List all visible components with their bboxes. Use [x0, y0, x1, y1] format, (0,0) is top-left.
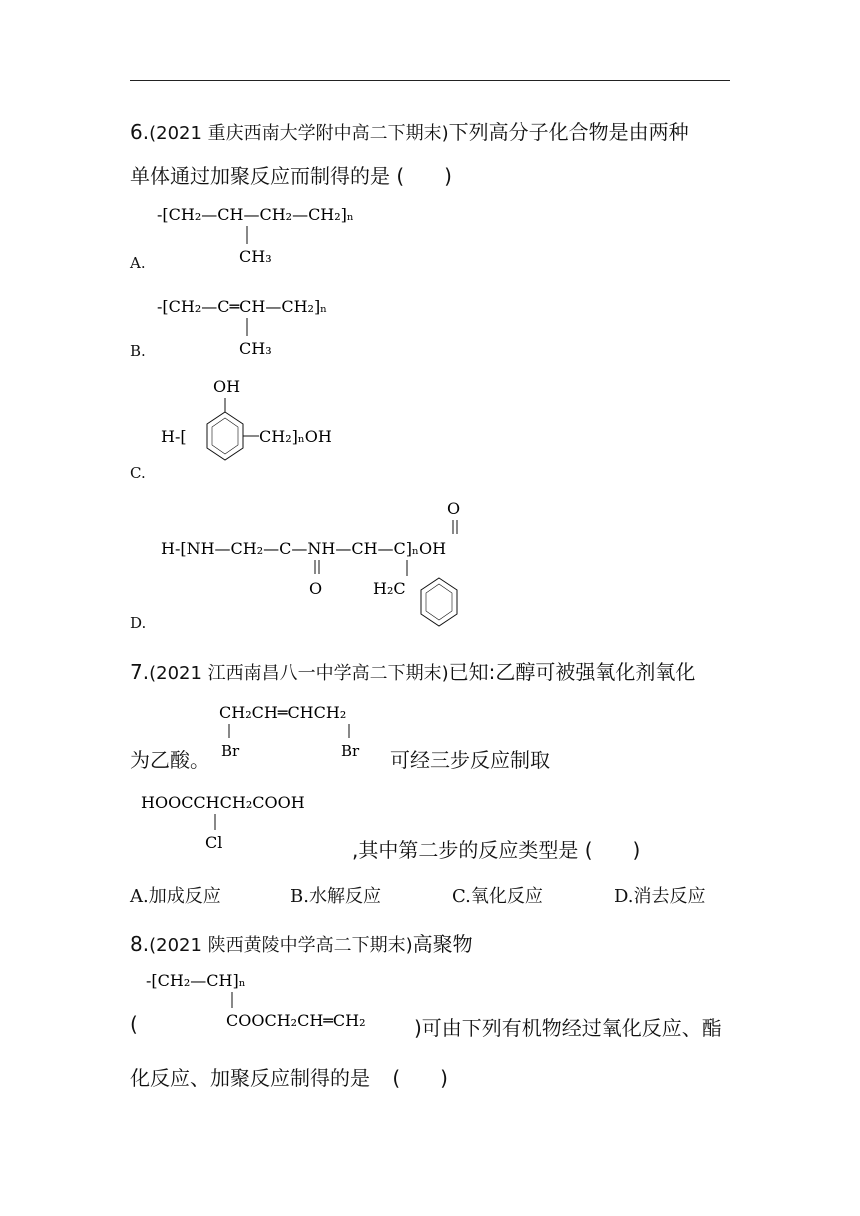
- q7-line-2-right: 可经三步反应制取: [390, 748, 550, 772]
- option-b-label: B.: [130, 342, 146, 360]
- structure-a: [155, 198, 415, 270]
- q7-structure-2-cl: Cl: [205, 833, 223, 852]
- option-c-label: C.: [130, 464, 146, 482]
- top-rule: [130, 80, 730, 81]
- structure-b: [155, 290, 415, 362]
- structure-d-main: H-[NH—CH₂—C—NH—CH—C]ₙOH: [161, 539, 447, 558]
- structure-d-h2c: H₂C: [373, 579, 406, 598]
- q7-source: (2021 江西南昌八一中学高二下期末): [149, 663, 449, 684]
- q7-option-d: D.消去反应: [614, 886, 706, 907]
- structure-c-top: OH: [213, 377, 241, 396]
- q7-paren: ( ): [584, 838, 641, 862]
- q6-line-2: [130, 160, 452, 189]
- q7-structure-1-br1: Br: [221, 742, 240, 760]
- q6-number: 6.: [130, 120, 150, 144]
- structure-b-main: -[CH₂—C═CH—CH₂]ₙ: [157, 297, 328, 316]
- q7-text: 已知:乙醇可被强氧化剂氧化: [448, 660, 696, 684]
- option-d-label: D.: [130, 614, 147, 632]
- q7-structure-2: [135, 786, 365, 858]
- q8-paren: ( ): [392, 1066, 448, 1090]
- q8-structure-main: -[CH₂—CH]ₙ: [146, 971, 246, 990]
- q7-structure-1-main: CH₂CH═CHCH₂: [219, 703, 347, 722]
- structure-c: [155, 372, 375, 482]
- q7-structure-1-br2: Br: [341, 742, 360, 760]
- q7-option-b: B.水解反应: [290, 886, 381, 907]
- q8-number: 8.: [130, 932, 150, 956]
- q8-structure-branch: COOCH₂CH═CH₂: [226, 1011, 366, 1030]
- q7-option-c: C.氧化反应: [452, 886, 543, 907]
- structure-a-branch: CH₃: [239, 247, 272, 266]
- q8-line-2: )可由下列有机物经过氧化反应、酯: [414, 1016, 722, 1040]
- q8-line-3: [130, 1062, 448, 1091]
- q7-structure-2-main: HOOCCHCH₂COOH: [141, 793, 305, 812]
- structure-b-branch: CH₃: [239, 339, 272, 358]
- q8-structure: [142, 964, 422, 1036]
- q7-line-2-left: 为乙酸。: [130, 748, 210, 772]
- q6-text: 下列高分子化合物是由两种: [448, 120, 689, 144]
- structure-c-right: CH₂]ₙOH: [259, 427, 332, 446]
- structure-d-o-bottom: O: [309, 579, 323, 598]
- structure-d-o-top: O: [447, 499, 461, 518]
- q6-line-1: [130, 116, 689, 145]
- q7-line-3: [352, 834, 640, 863]
- q8-text: 高聚物: [412, 932, 473, 956]
- q8-open-paren: (: [130, 1012, 138, 1036]
- structure-c-left: H-[: [161, 427, 187, 446]
- q7-option-a: A.加成反应: [130, 886, 221, 907]
- structure-a-main: -[CH₂—CH—CH₂—CH₂]ₙ: [157, 205, 354, 224]
- q8-source: (2021 陕西黄陵中学高二下期末): [149, 935, 413, 956]
- q6-paren: ( ): [396, 164, 452, 188]
- q7-structure-1: [215, 696, 405, 768]
- q7-number: 7.: [130, 660, 150, 684]
- q8-line-1: [130, 928, 473, 957]
- structure-d: [155, 494, 535, 634]
- q7-text3: ,其中第二步的反应类型是: [352, 838, 579, 862]
- q7-line-1: [130, 656, 695, 685]
- q8-text3: 化反应、加聚反应制得的是: [130, 1066, 370, 1090]
- option-a-label: A.: [130, 254, 146, 272]
- q6-text2: 单体通过加聚反应而制得的是: [130, 164, 390, 188]
- q6-source: (2021 重庆西南大学附中高二下期末): [149, 123, 449, 144]
